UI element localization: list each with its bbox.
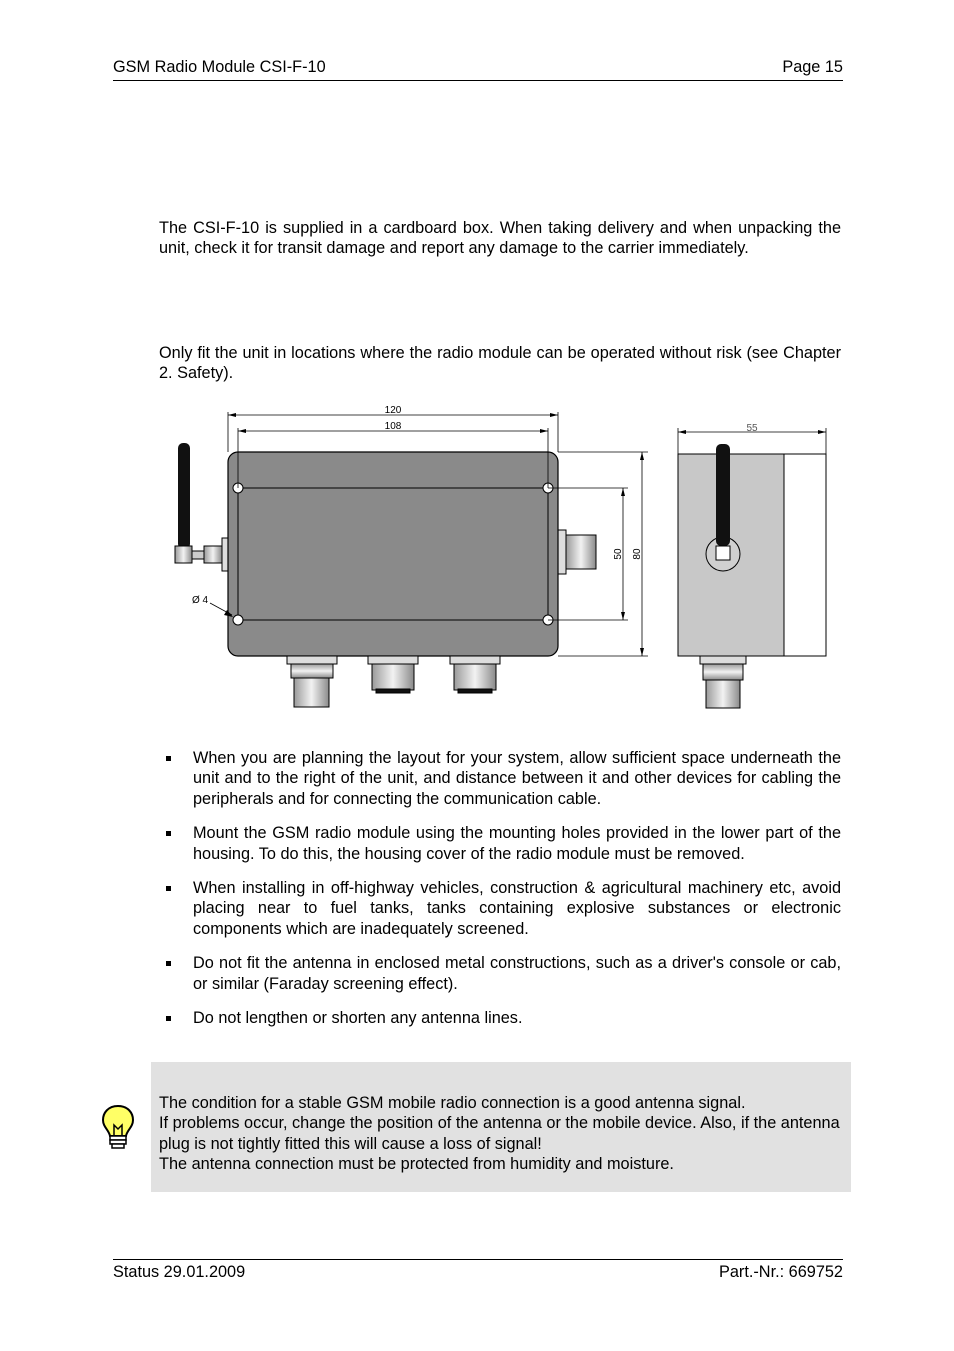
bullet-square-icon xyxy=(166,886,171,891)
side-view xyxy=(678,423,826,708)
delivery-paragraph: The CSI-F-10 is supplied in a cardboard box. When taking delivery and when unpacking the unit, check it for transit damage and report any damage to the carrier immediately. xyxy=(159,219,841,258)
note-text xyxy=(159,1093,844,1175)
note-line: If problems occur, change the position of the antenna or the mobile device. Also, if the antenna plug is not tightly fitted this will cause a loss of signal! xyxy=(159,1114,840,1153)
dim-depth-label: 55 xyxy=(746,423,758,434)
dim-width-outer-label: 120 xyxy=(384,405,402,416)
dim-hole-label: Ø 4 xyxy=(192,595,209,606)
front-right-connector xyxy=(558,530,596,574)
list-item: Do not fit the antenna in enclosed metal constructions, such as a driver's console or cab, or similar (Faraday screening effect). xyxy=(159,953,841,994)
location-paragraph: Only fit the unit in locations where the radio module can be operated without risk (see Chapter 2. Safety). xyxy=(159,344,841,383)
note-line: The condition for a stable GSM mobile radio connection is a good antenna signal. xyxy=(159,1094,746,1112)
bullet-square-icon xyxy=(166,1016,171,1021)
note-box xyxy=(151,1062,851,1192)
page-number: Page 15 xyxy=(782,58,843,76)
bottom-connectors xyxy=(287,656,500,707)
bullet-square-icon xyxy=(166,961,171,966)
dim-height-inner-label: 50 xyxy=(613,548,624,560)
note-line: The antenna connection must be protected from humidity and moisture. xyxy=(159,1155,674,1174)
list-item: Mount the GSM radio module using the mounting holes provided in the lower part of the housing. To do this, the housing cover of the radio module must be removed. xyxy=(159,823,841,864)
page-header xyxy=(113,58,843,81)
dimension-drawing xyxy=(160,398,840,718)
part-number: Part.-Nr.: 669752 xyxy=(719,1263,843,1281)
front-antenna xyxy=(175,443,228,571)
document-title: GSM Radio Module CSI-F-10 xyxy=(113,58,326,76)
housing-front xyxy=(228,452,558,656)
lightbulb-icon xyxy=(100,1103,136,1151)
dim-width-inner-label: 108 xyxy=(384,421,402,432)
list-item: When installing in off-highway vehicles, construction & agricultural machinery etc, avoid placing near to fuel tanks, tanks containing explosive substances or electronic components which are inadequately screened. xyxy=(159,878,841,939)
list-item: Do not lengthen or shorten any antenna lines. xyxy=(159,1008,841,1028)
page-footer xyxy=(113,1259,843,1282)
bullet-square-icon xyxy=(166,756,171,761)
bullet-square-icon xyxy=(166,831,171,836)
list-item: When you are planning the layout for your system, allow sufficient space underneath the unit and to the right of the unit, and distance between it and other devices for cabling the peripherals and for connecting the communication cable. xyxy=(159,748,841,809)
installation-bullet-list xyxy=(159,748,841,1042)
status-date: Status 29.01.2009 xyxy=(113,1263,246,1281)
dim-height-outer-label: 80 xyxy=(632,548,643,560)
